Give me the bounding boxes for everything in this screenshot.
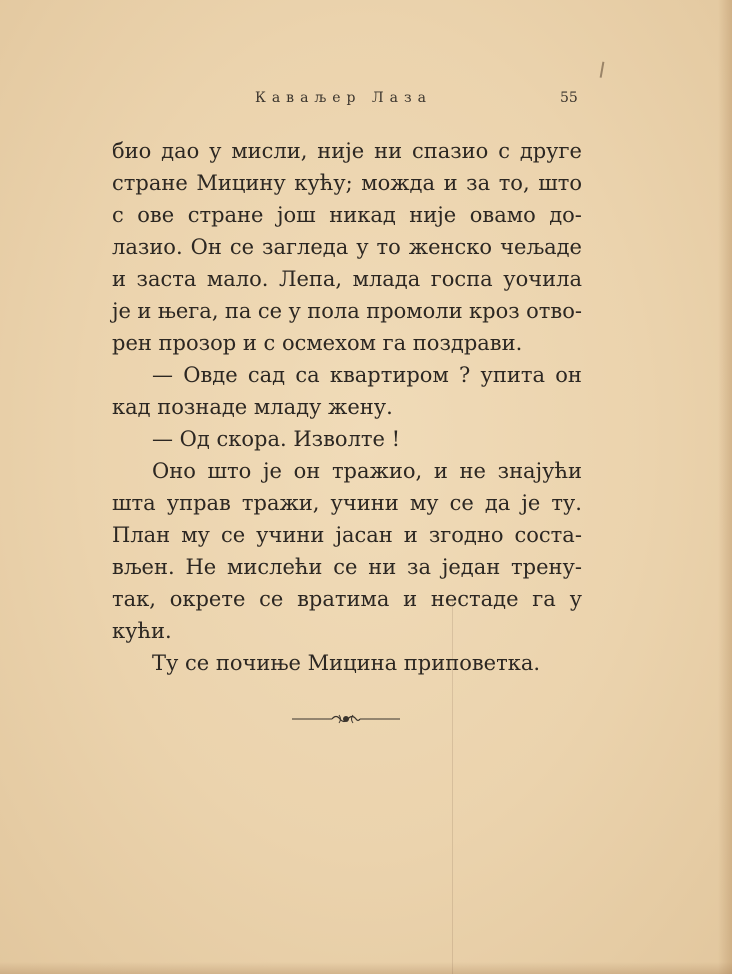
- text-line: кад познаде младу жену.: [112, 395, 393, 419]
- text-line: План му се учини јасан и згодно соста-: [112, 523, 582, 547]
- body-text: [112, 135, 582, 679]
- text-line: рен прозор и с осмехом га поздрави.: [112, 331, 523, 355]
- pencil-mark: [600, 62, 608, 79]
- text-line: с ове стране још никад није овамо до-: [112, 203, 582, 227]
- text-line: шта управ тражи, учини му се да је ту.: [112, 491, 582, 515]
- text-line: кући.: [112, 619, 172, 643]
- page-number: 55: [560, 90, 578, 106]
- text-line: так, окрете се вратима и нестаде га у: [112, 587, 582, 611]
- running-header-title: Каваљер Лаза: [255, 90, 432, 106]
- dialogue-line: — Од скора. Изволте !: [152, 427, 401, 451]
- paragraph-first-line: Оно што је он тражио, и не знајући: [152, 459, 582, 483]
- flourish-ornament-icon: [290, 711, 402, 727]
- paragraph-first-line: Ту се почиње Мицина приповетка.: [152, 651, 541, 675]
- text-line: је и њега, па се у пола промоли кроз отво-: [112, 299, 582, 323]
- page-edge-shadow: [718, 0, 732, 974]
- text-line: стране Мицину кућу; можда и за то, што: [112, 171, 582, 195]
- dialogue-line: — Овде сад са квартиром ? упита он: [152, 363, 582, 387]
- text-line: лазио. Он се загледа у то женско чељаде: [112, 235, 582, 259]
- text-line: био дао у мисли, није ни спазио с друге: [112, 139, 582, 163]
- text-line: вљен. Не мислећи се ни за један трену-: [112, 555, 582, 579]
- page-bottom-shadow: [0, 962, 732, 974]
- text-line: и заста мало. Лепа, млада госпа уочила: [112, 267, 582, 291]
